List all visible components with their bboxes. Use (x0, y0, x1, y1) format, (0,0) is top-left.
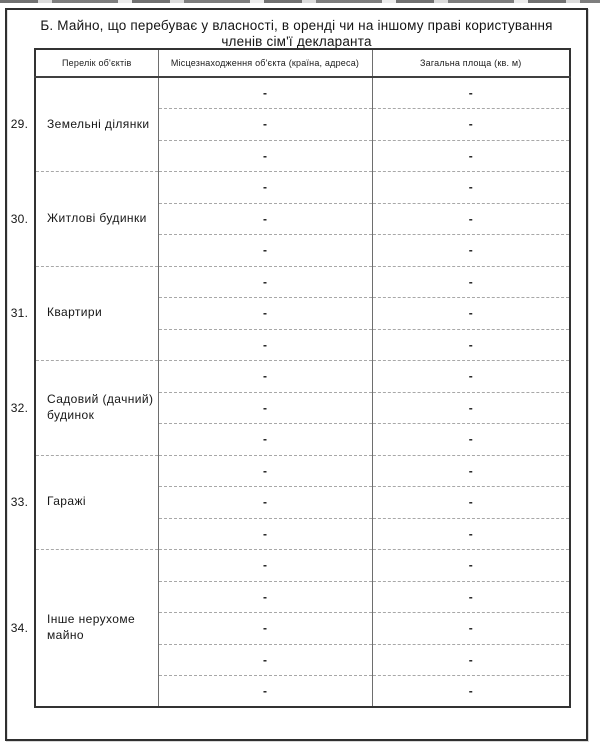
location-cell: - (158, 140, 372, 172)
location-cell: - (158, 77, 372, 109)
location-cell: - (158, 581, 372, 613)
document-title-line2: членів сім'ї декларанта (221, 34, 372, 49)
table-row (7, 77, 570, 109)
table-row (7, 550, 570, 582)
location-cell: - (158, 613, 372, 645)
area-cell: - (372, 392, 570, 424)
area-cell: - (372, 613, 570, 645)
area-cell: - (372, 644, 570, 676)
location-cell: - (158, 392, 372, 424)
location-cell: - (158, 518, 372, 550)
table-row (7, 172, 570, 204)
object-type-label: Квартири (35, 266, 158, 361)
row-number: 34. (10, 621, 29, 636)
area-cell: - (372, 361, 570, 393)
area-cell: - (372, 298, 570, 330)
col-header-area: Загальна площа (кв. м) (372, 49, 570, 77)
area-cell: - (372, 455, 570, 487)
location-cell: - (158, 424, 372, 456)
area-cell: - (372, 487, 570, 519)
location-cell: - (158, 298, 372, 330)
object-type-label: Інше нерухоме майно (35, 550, 158, 708)
area-cell: - (372, 518, 570, 550)
row-number: 29. (10, 117, 29, 132)
area-cell: - (372, 424, 570, 456)
area-cell: - (372, 676, 570, 708)
area-cell: - (372, 581, 570, 613)
location-cell: - (158, 235, 372, 267)
gutter-header (7, 49, 35, 77)
area-cell: - (372, 203, 570, 235)
object-type-label: Садовий (дачний) будинок (35, 361, 158, 456)
table-row (7, 266, 570, 298)
row-number: 33. (10, 495, 29, 510)
scan-edge-artifact (0, 0, 600, 3)
col-header-location: Місцезнаходження об'єкта (країна, адреса) (158, 49, 372, 77)
area-cell: - (372, 550, 570, 582)
row-number: 32. (10, 400, 29, 415)
header-row (7, 49, 570, 77)
row-number: 31. (10, 306, 29, 321)
location-cell: - (158, 203, 372, 235)
location-cell: - (158, 455, 372, 487)
area-cell: - (372, 172, 570, 204)
object-type-label: Гаражі (35, 455, 158, 550)
location-cell: - (158, 361, 372, 393)
location-cell: - (158, 676, 372, 708)
col-header-objects: Перелік об'єктів (35, 49, 158, 77)
area-cell: - (372, 235, 570, 267)
table-row (7, 361, 570, 393)
document-title (7, 18, 586, 50)
area-cell: - (372, 77, 570, 109)
location-cell: - (158, 109, 372, 141)
row-number: 30. (10, 211, 29, 226)
area-cell: - (372, 140, 570, 172)
page-border (5, 8, 588, 741)
location-cell: - (158, 487, 372, 519)
location-cell: - (158, 550, 372, 582)
object-type-label: Земельні ділянки (35, 77, 158, 172)
property-declaration-table (7, 48, 571, 708)
area-cell: - (372, 109, 570, 141)
table-row (7, 455, 570, 487)
object-type-label: Житлові будинки (35, 172, 158, 267)
location-cell: - (158, 329, 372, 361)
location-cell: - (158, 172, 372, 204)
area-cell: - (372, 329, 570, 361)
location-cell: - (158, 266, 372, 298)
area-cell: - (372, 266, 570, 298)
document-title-line1: Б. Майно, що перебуває у власності, в оренді чи на іншому праві користування (40, 18, 553, 33)
location-cell: - (158, 644, 372, 676)
